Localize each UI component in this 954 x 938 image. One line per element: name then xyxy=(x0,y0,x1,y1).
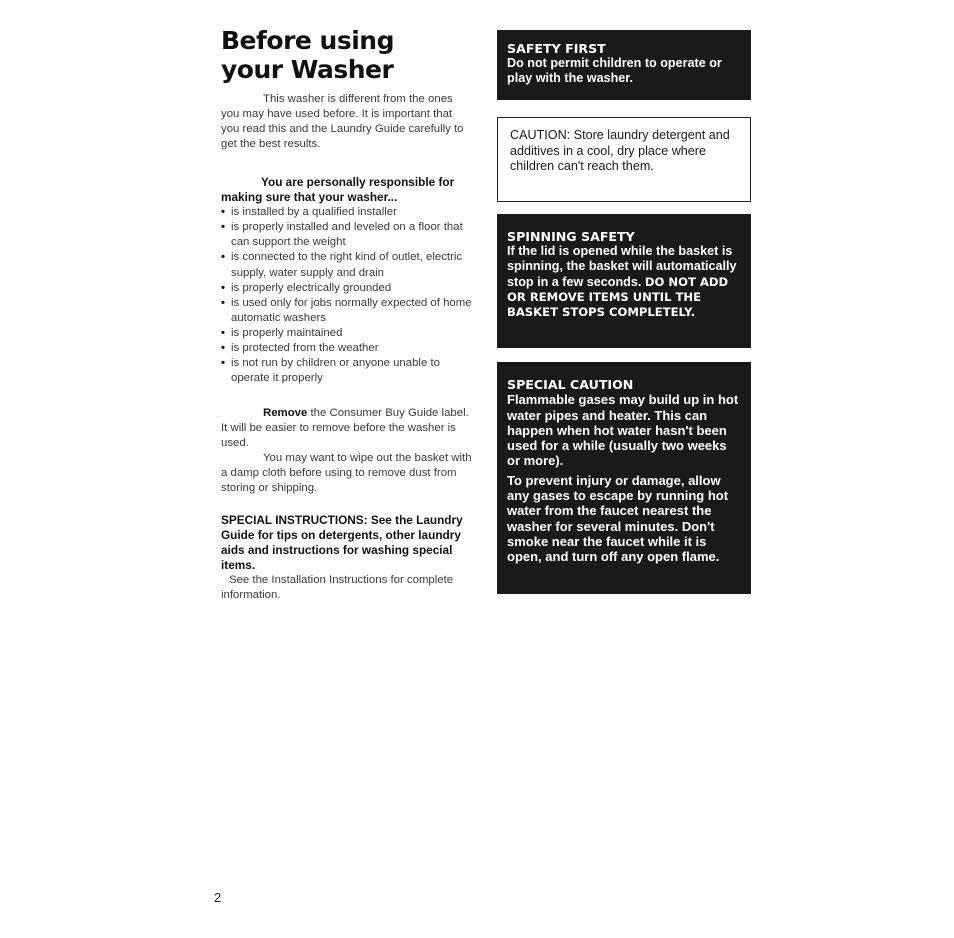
special-instructions-section xyxy=(221,513,473,604)
special-caution-box xyxy=(497,362,751,594)
title-line-1: Before using xyxy=(221,26,394,55)
responsibility-heading: You are personally responsible for making sure that your washer... xyxy=(221,175,455,205)
list-item: • is protected from the weather xyxy=(221,341,473,356)
safety-first-heading: SAFETY FIRST xyxy=(507,41,606,56)
remove-section xyxy=(221,406,473,497)
special-instructions-text: See the Installation Instructions for complete information. xyxy=(221,574,454,602)
list-item: • is not run by children or anyone unable to operate it properly xyxy=(221,356,473,386)
responsibility-list xyxy=(221,205,473,386)
caution-text: CAUTION: Store laundry detergent and additives in a cool, dry place where children can't reach them. xyxy=(510,128,730,174)
remove-lead: Remove xyxy=(263,407,308,419)
remove-paragraph xyxy=(221,406,473,451)
list-item: • is connected to the right kind of outlet, electric supply, water supply and drain xyxy=(221,250,473,280)
special-caution-heading: SPECIAL CAUTION xyxy=(507,377,634,392)
remove-text: the Consumer Buy Guide label. It will be easier to remove before the washer is used. xyxy=(221,407,469,450)
wipe-paragraph: You may want to wipe out the basket with a damp cloth before using to remove dust from storing or shipping. xyxy=(221,452,472,495)
spinning-safety-heading: SPINNING SAFETY xyxy=(507,229,635,244)
page-title xyxy=(221,26,481,84)
caution-box xyxy=(497,117,751,202)
list-item: • is installed by a qualified installer xyxy=(221,205,473,220)
safety-first-text: Do not permit children to operate or play with the washer. xyxy=(507,56,722,86)
left-column xyxy=(221,92,473,152)
responsibility-section xyxy=(221,175,473,386)
special-instructions-heading: SPECIAL INSTRUCTIONS: See the Laundry Guide for tips on detergents, other laundry aids and instructions for washing special items. xyxy=(221,513,463,573)
list-item: • is properly maintained xyxy=(221,326,473,341)
spinning-safety-box xyxy=(497,214,751,348)
title-line-2: your Washer xyxy=(221,55,394,84)
list-item: • is properly electrically grounded xyxy=(221,281,473,296)
list-item: • is used only for jobs normally expected of home automatic washers xyxy=(221,296,473,326)
spinning-safety-text: If the lid is opened while the basket is spinning, the basket will automatically stop in a few seconds. xyxy=(507,244,737,289)
special-caution-text-2: To prevent injury or damage, allow any gases to escape by running hot water from the faucet nearest the washer for several minutes. Don't smoke near the faucet while it is open, and turn off any open flame. xyxy=(507,472,729,565)
safety-first-box xyxy=(497,30,751,100)
list-item: • is properly installed and leveled on a floor that can support the weight xyxy=(221,220,473,250)
spinning-safety-emphasis: DO NOT ADD OR REMOVE ITEMS UNTIL THE BASKET STOPS COMPLETELY. xyxy=(507,274,729,320)
special-caution-text-1: Flammable gases may build up in hot water pipes and heater. This can happen when hot water hasn't been used for a while (usually two weeks or more). xyxy=(507,392,739,469)
intro-paragraph: This washer is different from the ones you may have used before. It is important that you read this and the Laundry Guide carefully to get the best results. xyxy=(221,93,464,151)
page-number: 2 xyxy=(214,890,222,905)
